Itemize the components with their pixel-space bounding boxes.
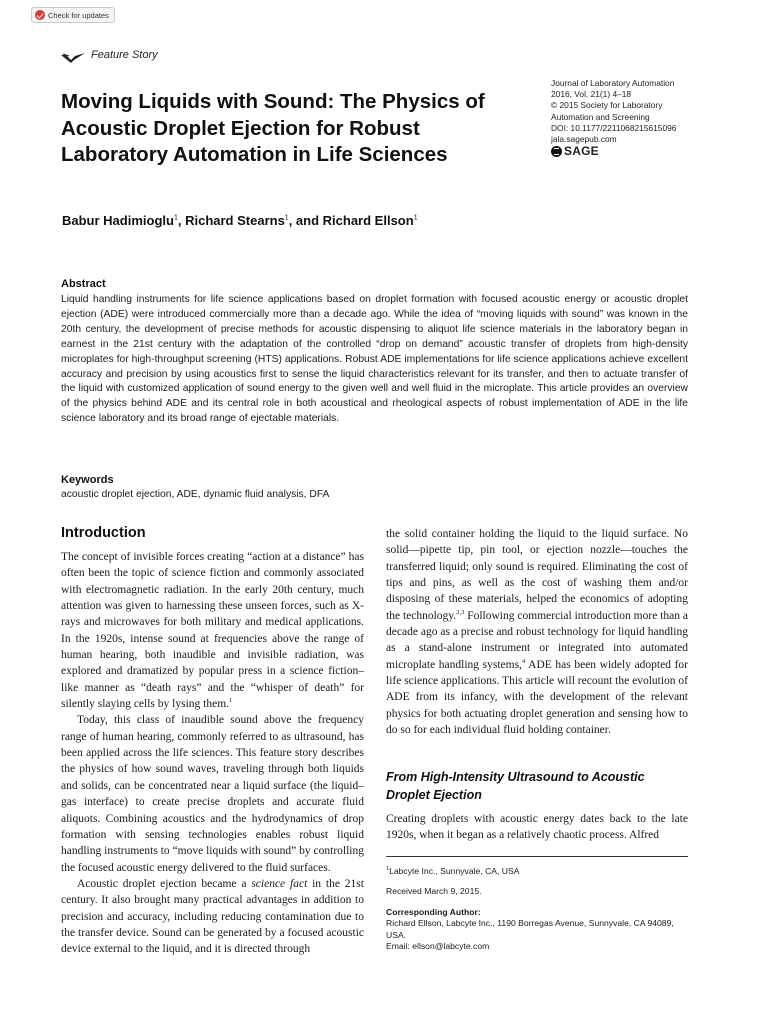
keywords-text: acoustic droplet ejection, ADE, dynamic fluid analysis, DFA (61, 489, 330, 500)
paragraph-text: the solid container holding the liquid to the liquid surface. No solid—pipette tip, pin tool, or ejection nozzle—touches the transferred liquid; only sound is required. Eliminating the cost of tips and pins, as well as the cost of washing them and/or disposing of these materials, helped the economics of adopting the technology. (386, 528, 688, 622)
footnotes (386, 864, 688, 953)
introduction-heading: Introduction (61, 525, 146, 541)
corresponding-author-block (386, 907, 688, 953)
affiliation-text: Labcyte Inc., Sunnyvale, CA, USA (389, 865, 520, 876)
paragraph: Today, this class of inaudible sound above the frequency range of human hearing, commonly referred to as ultrasound, has been applied across the life sciences. This feature story describes the physics of how sound waves, traveling through both liquids and solids, can be concentrated near a liquid surface (the liquid–gas interface) to create precise droplets and accurate fluid aliquots. Combining acoustics and the hydrodynamics of drop formation with sensing technologies enables robust liquid handling instruments to “move liquids with sound” by controlling the focused acoustic energy delivered to the fluid surfaces. (61, 714, 364, 874)
paragraph-text: Acoustic droplet ejection became a (77, 877, 252, 890)
footnote-divider (386, 856, 688, 857)
check-for-updates-button[interactable] (31, 7, 115, 23)
journal-info (551, 78, 701, 157)
section-label: Feature Story (91, 49, 158, 61)
journal-volume: 2016, Vol. 21(1) 4–18 (551, 89, 632, 100)
paragraph-text: Following commercial introduction more than a decade ago as a precise and robust technology for liquid handling as a stand-alone instrument or integrated into automated microplate handling systems, (386, 609, 689, 671)
author-separator: , (177, 213, 186, 228)
author-separator: , and (288, 213, 323, 228)
corresponding-author-heading: Corresponding Author: (386, 906, 481, 917)
paragraph-text: The concept of invisible forces creating “action at a distance” has often been the topic of science fiction and commonly associated with electromagnetic radiation. In the early 20th century, much attention was given to harnessing these unseen forces, such as X-rays and microwaves for both military and medical applications. In the 1920s, intense sound at frequencies above the range of human hearing, both inaudible and invisible radiation, was explored and dramatized by popular press in a science fiction–like manner as “death rays” and the “whisper of death” for silently slaying cells by lysing them. (61, 551, 364, 711)
paragraph-text: ADE has been widely adopted for life science applications. This article will recount the evolution of ADE from its infancy, with the development of the relevant physics for both actuating droplet generation and sensing how to do so for each individual fluid holding container. (386, 658, 688, 737)
journal-copyright-cont: Automation and Screening (551, 111, 650, 122)
abstract-heading: Abstract (61, 278, 106, 290)
corresponding-author-email[interactable]: Email: ellson@labcyte.com (386, 941, 490, 952)
author-list (62, 213, 418, 228)
publisher-name: SAGE (564, 144, 599, 159)
affiliation-mark: 1 (386, 866, 390, 872)
subsection-body (386, 811, 688, 844)
check-for-updates-label: Check for updates (48, 10, 109, 20)
affiliation-note (386, 864, 688, 877)
right-column (386, 526, 688, 738)
received-date: Received March 9, 2015. (386, 886, 482, 897)
paragraph-text: in the 21st century. It also brought many practical advantages in addition to precision and accuracy, including reducing contamination due to the transfer device. Sound can be generated by a focused acoustic device external to the liquid, and it is directed through (61, 877, 364, 956)
reference-mark[interactable]: 1 (229, 697, 233, 705)
keywords-heading: Keywords (61, 474, 114, 486)
paragraph: Creating droplets with acoustic energy dates back to the late 1920s, when it began as a relatively chaotic process. Alfred (386, 813, 688, 842)
affiliation-mark: 1 (173, 214, 178, 222)
paragraph (61, 876, 364, 958)
author-name: Richard Ellson (322, 213, 414, 228)
reference-mark[interactable]: 2,3 (456, 608, 465, 616)
paragraph (61, 549, 364, 712)
corresponding-author-address: Richard Ellson, Labcyte Inc., 1190 Borregas Avenue, Sunnyvale, CA 94089, USA. (386, 918, 674, 940)
journal-website[interactable]: jala.sagepub.com (551, 134, 617, 145)
abstract-text: Liquid handling instruments for life science applications based on droplet formation with focused acoustic energy or acoustic droplet ejection (ADE) were introduced commercially more than a decade ago. While the idea of “moving liquids with sound” was known in the 20th century, the development of precise methods for acoustic dispensing to aliquot life science materials in the laboratory began in earnest in the 21st century with the adaptation of the controlled “drop on demand” acoustic transfer of droplets from high-density microplates for high-throughput screening (HTS) applications. Robust ADE implementations for life science applications achieve excellent accuracy and precision by using acoustics first to sense the liquid characteristics relevant for its transfer, and then to actuate transfer of the liquid with customized application of sound energy to the given well and well fluid in the microplate. This article provides an overview of the physics behind ADE and its central role in both acoustical and rheological aspects of robust implementation of ADE in the life science laboratory and its broad range of ejectable materials. (61, 294, 688, 425)
affiliation-mark: 1 (413, 214, 418, 222)
journal-bird-logo-icon (60, 51, 86, 65)
author-name: Richard Stearns (185, 213, 285, 228)
publisher-logo (551, 146, 701, 157)
subsection-heading: From High-Intensity Ultrasound to Acoustic Droplet Ejection (386, 770, 645, 802)
sage-logo-icon (551, 146, 562, 157)
journal-doi[interactable]: DOI: 10.1177/2211068215615096 (551, 122, 677, 133)
journal-copyright: © 2015 Society for Laboratory (551, 100, 663, 111)
paragraph (386, 526, 688, 738)
article-title: Moving Liquids with Sound: The Physics of Acoustic Droplet Ejection for Robust Laboratory Automation in Life Sciences (61, 90, 485, 166)
affiliation-mark: 1 (284, 214, 289, 222)
check-update-icon (35, 10, 45, 20)
reference-mark[interactable]: 4 (521, 657, 526, 665)
journal-name: Journal of Laboratory Automation (551, 78, 675, 88)
left-column (61, 549, 364, 958)
author-name: Babur Hadimioglu (62, 213, 174, 228)
emphasis-text: science fact (251, 877, 308, 890)
